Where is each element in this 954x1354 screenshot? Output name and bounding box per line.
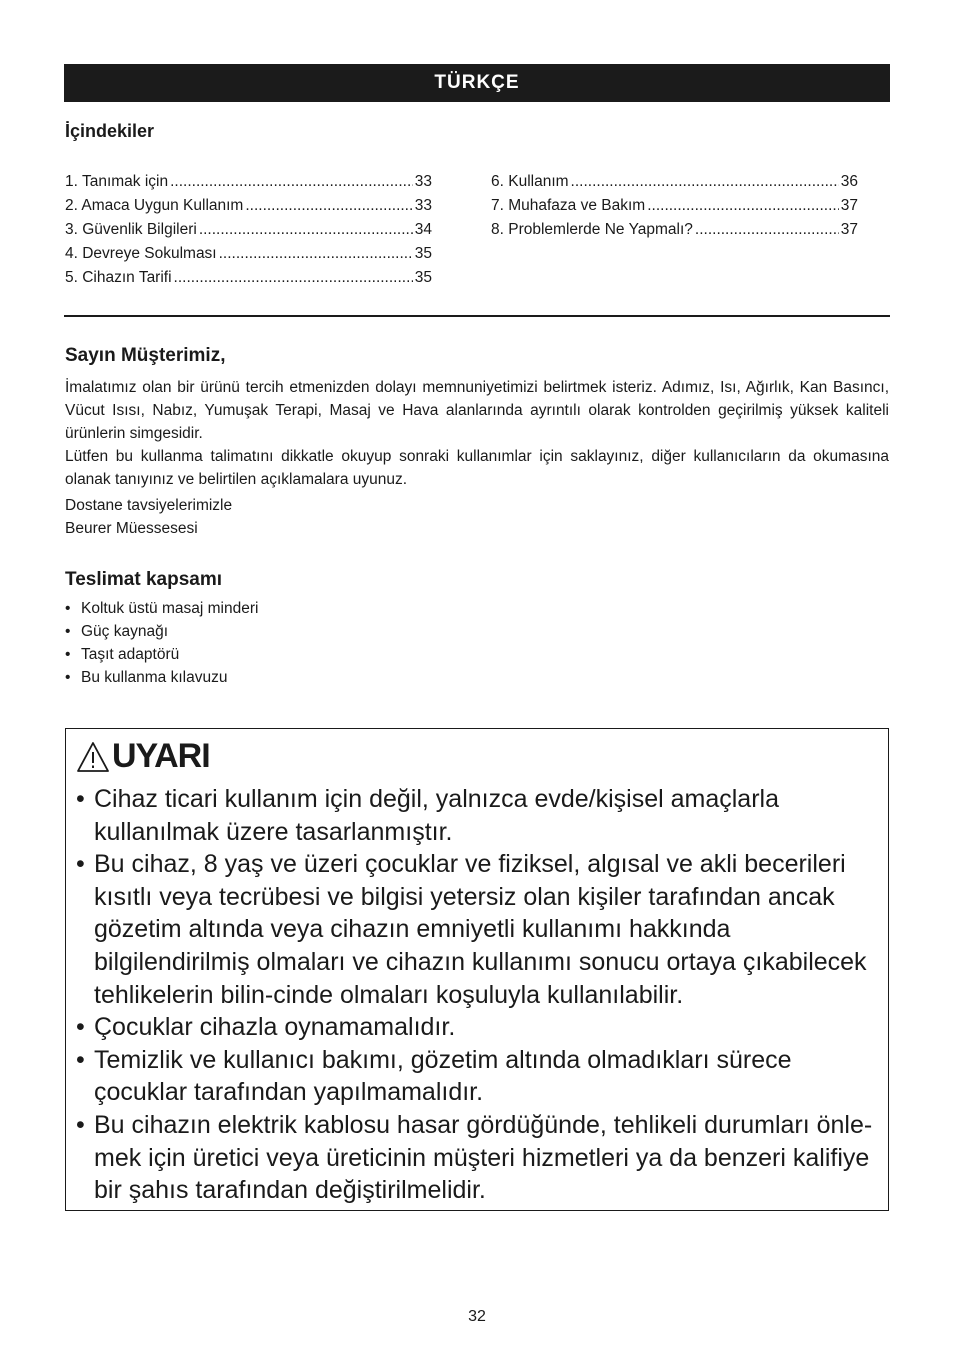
signature-line: Beurer Müessesesi	[65, 520, 198, 537]
delivery-list	[65, 597, 258, 689]
warning-title	[76, 737, 210, 776]
warning-title-text: UYARI	[112, 737, 210, 775]
warning-item: • Cihaz ticari kullanım için değil, yalnızca evde/kişisel amaçlarla kullanılmak üzere tasarlanmıştır.	[76, 783, 884, 848]
delivery-heading: Teslimat kapsamı	[65, 569, 223, 590]
warning-box	[65, 728, 889, 1211]
warning-item: • Temizlik ve kullanıcı bakımı, gözetim altında olmadıkları sürece çocuklar tarafından yapılmamalıdır.	[76, 1044, 884, 1109]
toc-title: İçindekiler	[65, 121, 155, 141]
toc-item[interactable]: 6. Kullanım ..... 36	[491, 170, 858, 194]
list-item: • Bu kullanma kılavuzu	[65, 666, 258, 689]
warning-item: • Bu cihaz, 8 yaş ve üzeri çocuklar ve fiziksel, algısal ve akli becerileri kısıtlı veya tecrübesi ve bilgisi yetersiz olan kişiler tarafından ancak gözetim altında veya cihazın emniyetli kullanımı hakkında bilgilendirilmiş olmaları ve cihazın kullanımı sonucu ortaya çıkabilecek tehlikelerin bilin-cinde olmaları koşuluyla kullanılabilir.	[76, 848, 884, 1011]
toc-item[interactable]: 2. Amaca Uygun Kullanım ..... 33	[65, 194, 432, 218]
toc-column-left	[65, 170, 432, 290]
toc-item[interactable]: 4. Devreye Sokulması ..... 35	[65, 242, 432, 266]
list-item: • Koltuk üstü masaj minderi	[65, 597, 258, 620]
signature-line: Dostane tavsiyelerimizle	[65, 497, 233, 514]
intro-paragraph: İmalatımız olan bir ürünü tercih etmenizden dolayı memnuniyetimizi belirtmek isteriz. Adımız, Isı, Ağırlık, Kan Basıncı, Vücut Isısı, Nabız, Yumuşak Terapi, Masaj ve Hava alanlarında ayrıntılı olarak kontrolden geçirilmiş yüksek kaliteli ürünlerin simgesidir.	[65, 379, 889, 442]
intro-paragraph: Lütfen bu kullanma talimatını dikkatle okuyup sonraki kullanımlar için saklayınız, diğer kullanıcıların da okumasına olanak tanıyınız ve belirtilen açıklamalara uyunuz.	[65, 448, 889, 488]
language-header-bar	[64, 64, 890, 102]
warning-item: • Bu cihazın elektrik kablosu hasar gördüğünde, tehlikeli durumları önle-mek için üretici veya üreticinin müşteri hizmetleri ya da benzeri kalifiye bir şahıs tarafından değiştirilmelidir.	[76, 1109, 884, 1207]
warning-list	[76, 783, 884, 1207]
greeting-heading: Sayın Müşterimiz,	[65, 345, 226, 366]
page-number: 32	[468, 1308, 486, 1325]
list-item: • Taşıt adaptörü	[65, 643, 258, 666]
toc-item[interactable]: 3. Güvenlik Bilgileri ..... 34	[65, 218, 432, 242]
list-item: • Güç kaynağı	[65, 620, 258, 643]
section-divider	[64, 315, 890, 317]
toc-item[interactable]: 7. Muhafaza ve Bakım ..... 37	[491, 194, 858, 218]
language-label: TÜRKÇE	[434, 72, 520, 93]
warning-item: • Çocuklar cihazla oynamamalıdır.	[76, 1011, 884, 1044]
toc-item[interactable]: 1. Tanımak için ..... 33	[65, 170, 432, 194]
toc-item[interactable]: 8. Problemlerde Ne Yapmalı? ..... 37	[491, 218, 858, 242]
toc-item[interactable]: 5. Cihazın Tarifi ..... 35	[65, 266, 432, 290]
intro-text	[65, 376, 889, 491]
toc-column-right	[491, 170, 858, 242]
signature	[65, 494, 232, 540]
warning-triangle-icon	[76, 741, 110, 773]
